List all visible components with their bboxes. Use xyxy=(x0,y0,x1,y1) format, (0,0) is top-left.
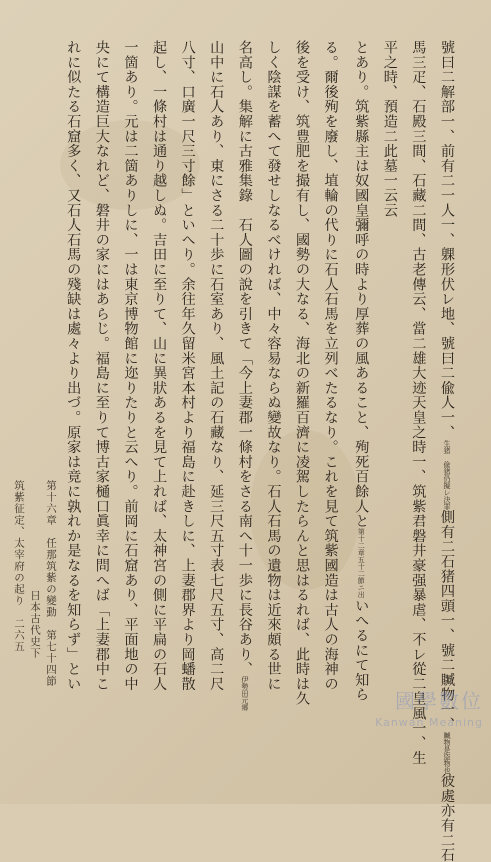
text-column-13: 央にて構造巨大なれど、磐井の家にはあらじ。福島に至りて博古家樋口眞幸に問へば「上妻郡中こ xyxy=(93,40,110,692)
text-column-6: 後を受け、筑豊肥を撮有し、國勢の大なる、海北の新羅百濟に凌駕したらんと思はるれば、此時は久 xyxy=(294,40,311,706)
running-head-book-title: 日本古代史下 xyxy=(29,590,41,659)
watermark-sub: Kanwan Meaning xyxy=(375,716,483,729)
text-column-8: 名高し。集解に古雅集錄 石人圖の說を引きて「今上妻郡一條村をさる南へ十一歩に長谷あり、伊勢田元郷 xyxy=(236,40,253,712)
interlinear-note: 第十二章五 xyxy=(357,528,366,564)
text-column-9: 山中に石人あり、東にさる二十歩に石室あり、風土記の石藏なり、延三尺五寸表七尺五寸、高二尺 xyxy=(208,40,225,692)
text-column-12: 一箇あり。元は二箇ありしに、一は東京博物館に迩りたりと云へり。前岡に石窟あり、平面地の中 xyxy=(122,40,139,692)
main-text xyxy=(21,40,461,862)
text-column-10: 八寸、口廣一尺三寸餘」といへり。余往年久留米宮本村より福島に赴きしに、上妻郡界より岡蟠散 xyxy=(179,40,196,692)
interlinear-note: 十二節ニ出 xyxy=(357,563,366,599)
text-column-14: れに似たる石窟多く、又石人石馬の殘缺は處々より出づ。原家は竟に孰れか是なるを知らず」とい xyxy=(65,40,82,692)
text-column-11: 起し、一條村は通り越しぬ。吉田に至りて、山に異狀あるを見て上れば、太神宮の側に平扁の石人 xyxy=(151,40,168,692)
watermark-logo xyxy=(375,690,483,734)
text-column-1: 號曰二解部一、前有二一人一、躶形伏レ地、號曰二偸人一、生猪 偸猪仍擬レ決罪側有二石猪四頭一、號二贓物一、贓物是盜物也彼處亦有二石 xyxy=(439,40,455,862)
interlinear-note: 仍擬レ決罪 xyxy=(443,474,451,510)
text-column-5: る。爾後殉を廢し、埴輪の代りに石人石馬を立列べたるなり。これを見て筑紫國造は古人の海神の xyxy=(322,40,339,692)
watermark-main: 國學數位 xyxy=(395,689,483,713)
running-head-page-info: 筑紫征定、太宰府の起り 二六五 xyxy=(13,480,25,653)
interlinear-note: 伊勢田元郷 xyxy=(240,676,249,712)
interlinear-note: 贓物是盜物也 xyxy=(443,731,451,774)
text-column-3: 平之時、預造二此墓一云云 xyxy=(381,40,398,218)
text-column-7: しく陰謀を蓄へて發せしなるべければ、中々容易ならぬ變故なり。石人石馬の遺物は近來頗る世に xyxy=(265,40,282,692)
text-column-4: とあり。筑紫縣主は奴國皇彌呼の時より厚葬の風あること、殉死百餘人と第十二章五十二節ニ出いへるにて知ら xyxy=(353,40,370,703)
interlinear-note: 生猪 偸猪 xyxy=(443,439,451,475)
text-column-2: 馬三疋、石殿三間、石藏二間、古老傳云、當二雄大迹天皇之時一、筑紫君磐井豪强暴虐、不レ從二皇風一、生 xyxy=(410,40,427,766)
running-head-chapter: 第十六章 任那筑紫の變動 第七十四節 xyxy=(45,480,57,687)
